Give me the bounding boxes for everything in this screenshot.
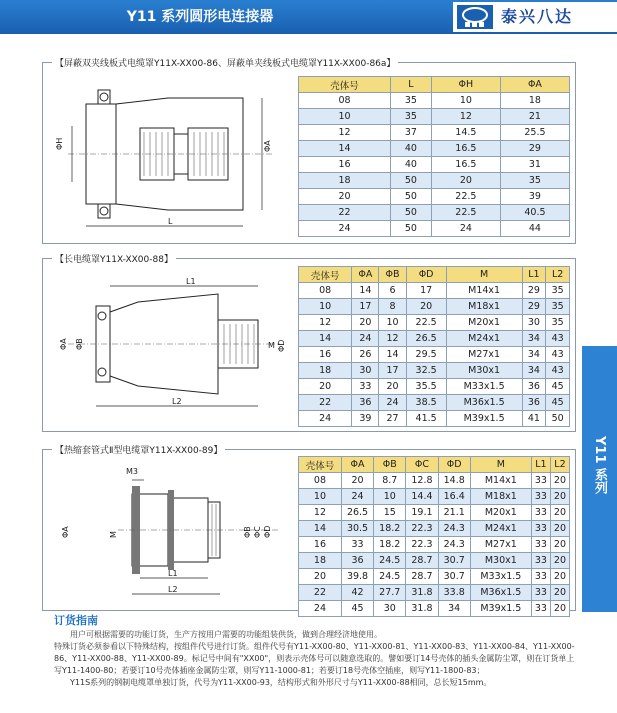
table-cell: 20 bbox=[550, 521, 569, 537]
table-cell: 50 bbox=[546, 411, 570, 427]
table-cell: 28.7 bbox=[406, 553, 438, 569]
table-cell: 37 bbox=[391, 125, 432, 141]
table-cell: 43 bbox=[546, 347, 570, 363]
table-header-cell: ΦA bbox=[341, 457, 373, 473]
table-cell: 27 bbox=[379, 411, 406, 427]
table-header-cell: 壳体号 bbox=[299, 457, 342, 473]
shell-size-cell: 10 bbox=[299, 489, 342, 505]
page-title: Y11 系列圆形电连接器 bbox=[126, 9, 274, 25]
table-cell: 27.7 bbox=[374, 585, 406, 601]
shell-size-cell: 08 bbox=[299, 473, 342, 489]
table-cell: 14 bbox=[352, 283, 379, 299]
dim-M3: M3 bbox=[126, 467, 138, 476]
table-cell: M39x1.5 bbox=[446, 411, 522, 427]
table-cell: 14.8 bbox=[438, 473, 470, 489]
table-row bbox=[299, 505, 570, 521]
shell-size-cell: 22 bbox=[299, 585, 342, 601]
table-cell: 31.8 bbox=[406, 585, 438, 601]
table-cell: 40 bbox=[391, 141, 432, 157]
table-cell: 35 bbox=[391, 93, 432, 109]
table-row bbox=[299, 489, 570, 505]
ordering-paragraph: 特殊订货必须参看以下特殊结构，按组件代号进行订货。组件代号有Y11-XX00-80、Y11-XX00-81、Y11-XX00-83、Y11-XX00-84、Y11-XX00-86、Y11-XX00-88、Y11-XX00-89。标记号中间有"XX00"，则表示壳体号可以随意选取的。譬如要订14号壳体的插头金属防尘罩，则在订货单上写Y11-1400-80；若要订10号壳体插座金属防尘罩，则写Y11-1000-81；若要订18号壳体空插座，则写Y11-1800-83； bbox=[54, 642, 575, 675]
table-cell: 17 bbox=[379, 363, 406, 379]
table-cell: 33 bbox=[531, 585, 550, 601]
table-cell: 15 bbox=[374, 505, 406, 521]
dim-L2: L2 bbox=[172, 397, 182, 406]
dim-L2: L2 bbox=[168, 585, 178, 594]
table-cell: M24x1 bbox=[446, 331, 522, 347]
table-cell: M14x1 bbox=[470, 473, 531, 489]
shell-size-cell: 18 bbox=[299, 363, 352, 379]
table-header-cell: L bbox=[391, 77, 432, 93]
table-cell: 8.7 bbox=[374, 473, 406, 489]
table-cell: 33 bbox=[531, 553, 550, 569]
table-cell: 33.8 bbox=[438, 585, 470, 601]
table-cell: 20 bbox=[550, 537, 569, 553]
table-row bbox=[299, 395, 570, 411]
table-cell: 45 bbox=[546, 379, 570, 395]
table-cell: 26.5 bbox=[406, 331, 446, 347]
table-cell: 33 bbox=[531, 521, 550, 537]
table-cell: 26.5 bbox=[341, 505, 373, 521]
table-cell: M36x1.5 bbox=[470, 585, 531, 601]
table-cell: M39x1.5 bbox=[470, 601, 531, 617]
table-cell: 14 bbox=[379, 347, 406, 363]
table-cell: 20 bbox=[550, 569, 569, 585]
dim-phiA: ΦA bbox=[263, 140, 272, 152]
dim-phiD: ΦD bbox=[263, 525, 272, 538]
table-header-cell: ΦB bbox=[379, 267, 406, 283]
table-cell: 20 bbox=[352, 315, 379, 331]
table-cell: 41 bbox=[522, 411, 546, 427]
table-cell: 36 bbox=[341, 553, 373, 569]
table-cell: 10 bbox=[379, 315, 406, 331]
table-row bbox=[299, 569, 570, 585]
table-header-cell: L1 bbox=[522, 267, 546, 283]
table-cell: 21.1 bbox=[438, 505, 470, 521]
table-cell: 20 bbox=[406, 299, 446, 315]
table-cell: 31.8 bbox=[406, 601, 438, 617]
table-cell: M27x1 bbox=[446, 347, 522, 363]
table-cell: 10 bbox=[374, 489, 406, 505]
dim-phiA: ΦA bbox=[61, 526, 70, 538]
table-cell: 30 bbox=[352, 363, 379, 379]
table-header-cell: ΦD bbox=[406, 267, 446, 283]
table-cell: 50 bbox=[391, 189, 432, 205]
table-cell: 33 bbox=[531, 473, 550, 489]
shell-size-cell: 12 bbox=[299, 315, 352, 331]
shell-size-cell: 18 bbox=[299, 553, 342, 569]
shell-size-cell: 16 bbox=[299, 157, 391, 173]
shell-size-cell: 12 bbox=[299, 125, 391, 141]
table-cell: 43 bbox=[546, 331, 570, 347]
ordering-text bbox=[54, 629, 579, 689]
shell-size-cell: 14 bbox=[299, 141, 391, 157]
table-cell: M18x1 bbox=[470, 489, 531, 505]
table-cell: M30x1 bbox=[446, 363, 522, 379]
table-row bbox=[299, 157, 570, 173]
dim-phiC: ΦC bbox=[253, 526, 262, 538]
table-cell: 24.3 bbox=[438, 521, 470, 537]
table-cell: 39.8 bbox=[341, 569, 373, 585]
table-cell: 30 bbox=[522, 315, 546, 331]
table-cell: 32.5 bbox=[406, 363, 446, 379]
table-cell: 33 bbox=[531, 537, 550, 553]
table-cell: 45 bbox=[546, 395, 570, 411]
dim-M: M bbox=[268, 341, 275, 350]
table-cell: 24.5 bbox=[374, 569, 406, 585]
table-cell: 20 bbox=[550, 601, 569, 617]
table-cell: 20 bbox=[550, 505, 569, 521]
table-cell: 41.5 bbox=[406, 411, 446, 427]
table-cell: 30 bbox=[374, 601, 406, 617]
table-cell: M27x1 bbox=[470, 537, 531, 553]
table-header-cell: L1 bbox=[531, 457, 550, 473]
section3-spec-table bbox=[298, 456, 570, 617]
table-cell: 16.5 bbox=[431, 141, 500, 157]
dim-M: M bbox=[109, 531, 118, 538]
table-cell: 20 bbox=[550, 473, 569, 489]
ordering-paragraph: 用户可根据需要的功能订货，生产方按用户需要的功能组装供货，做到合理经济地使用。 bbox=[70, 630, 382, 639]
table-cell: 36 bbox=[522, 379, 546, 395]
shell-size-cell: 24 bbox=[299, 411, 352, 427]
shell-size-cell: 24 bbox=[299, 601, 342, 617]
table-row bbox=[299, 205, 570, 221]
table-cell: 12 bbox=[431, 109, 500, 125]
table-cell: M33x1.5 bbox=[446, 379, 522, 395]
table-cell: 29 bbox=[522, 283, 546, 299]
table-cell: 35 bbox=[391, 109, 432, 125]
shell-size-cell: 22 bbox=[299, 395, 352, 411]
dim-L1: L1 bbox=[168, 569, 178, 578]
table-header-cell: M bbox=[470, 457, 531, 473]
table-row bbox=[299, 109, 570, 125]
table-cell: 6 bbox=[379, 283, 406, 299]
table-cell: 42 bbox=[341, 585, 373, 601]
table-cell: M36x1.5 bbox=[446, 395, 522, 411]
table-cell: 35 bbox=[546, 315, 570, 331]
dim-phiB: ΦB bbox=[243, 526, 252, 538]
shell-size-cell: 08 bbox=[299, 93, 391, 109]
table-row bbox=[299, 221, 570, 237]
table-cell: 16.4 bbox=[438, 489, 470, 505]
table-cell: 36 bbox=[522, 395, 546, 411]
table-header-cell: ΦB bbox=[374, 457, 406, 473]
table-header-row bbox=[299, 77, 570, 93]
brand-emblem-icon bbox=[457, 5, 493, 29]
section3-drawing bbox=[48, 460, 288, 606]
table-cell: 22.5 bbox=[431, 205, 500, 221]
table-cell: 35 bbox=[500, 173, 569, 189]
table-header-cell: L2 bbox=[550, 457, 569, 473]
table-row bbox=[299, 537, 570, 553]
shell-size-cell: 18 bbox=[299, 173, 391, 189]
table-row bbox=[299, 411, 570, 427]
table-cell: 16.5 bbox=[431, 157, 500, 173]
table-cell: 50 bbox=[391, 205, 432, 221]
table-row bbox=[299, 347, 570, 363]
series-side-tab bbox=[582, 346, 617, 612]
table-row bbox=[299, 585, 570, 601]
table-cell: 34 bbox=[438, 601, 470, 617]
shell-size-cell: 10 bbox=[299, 299, 352, 315]
brand-logo bbox=[453, 2, 617, 32]
table-cell: 28.7 bbox=[406, 569, 438, 585]
table-cell: 36 bbox=[352, 395, 379, 411]
table-cell: 40 bbox=[391, 157, 432, 173]
table-cell: 35.5 bbox=[406, 379, 446, 395]
table-cell: 50 bbox=[391, 221, 432, 237]
section2-drawing bbox=[48, 272, 290, 422]
table-cell: 17 bbox=[352, 299, 379, 315]
shell-size-cell: 16 bbox=[299, 347, 352, 363]
table-row bbox=[299, 601, 570, 617]
section3-label: 【热缩套管式Ⅱ型电缆罩Y11X-XX00-89】 bbox=[52, 443, 225, 456]
table-cell: 25.5 bbox=[500, 125, 569, 141]
table-header-cell: ΦH bbox=[431, 77, 500, 93]
table-cell: 20 bbox=[431, 173, 500, 189]
table-header-row bbox=[299, 457, 570, 473]
table-row bbox=[299, 553, 570, 569]
shell-size-cell: 12 bbox=[299, 505, 342, 521]
series-side-tab-label: Y11 系列 bbox=[592, 436, 607, 495]
table-row bbox=[299, 283, 570, 299]
table-cell: 30.5 bbox=[341, 521, 373, 537]
table-cell: 20 bbox=[379, 379, 406, 395]
table-header-cell: ΦA bbox=[352, 267, 379, 283]
table-row bbox=[299, 331, 570, 347]
ordering-paragraph: Y11S系列的钢制电缆罩单独订货，代号为Y11-XX00-93，结构形式和外形尺寸与Y11-XX00-88相同，总长短15mm。 bbox=[70, 678, 492, 687]
ordering-title: 订货指南 bbox=[54, 614, 98, 627]
table-cell: 18.2 bbox=[374, 521, 406, 537]
table-cell: 10 bbox=[431, 93, 500, 109]
table-row bbox=[299, 125, 570, 141]
shell-size-cell: 14 bbox=[299, 331, 352, 347]
table-cell: 12 bbox=[379, 331, 406, 347]
table-row bbox=[299, 473, 570, 489]
table-header-cell: 壳体号 bbox=[299, 267, 352, 283]
table-cell: 34 bbox=[522, 347, 546, 363]
table-cell: 29 bbox=[500, 141, 569, 157]
table-cell: M20x1 bbox=[446, 315, 522, 331]
table-cell: 33 bbox=[341, 537, 373, 553]
table-cell: 45 bbox=[341, 601, 373, 617]
table-cell: 20 bbox=[550, 553, 569, 569]
table-cell: 18 bbox=[500, 93, 569, 109]
table-row bbox=[299, 363, 570, 379]
table-cell: 29.5 bbox=[406, 347, 446, 363]
section1-label: 【屏蔽双夹线板式电缆罩Y11X-XX00-86、屏蔽单夹线板式电缆罩Y11X-XX00-86a】 bbox=[52, 56, 398, 69]
table-cell: 17 bbox=[406, 283, 446, 299]
table-cell: 22.3 bbox=[406, 521, 438, 537]
section1-spec-table bbox=[298, 76, 570, 237]
table-cell: 14.4 bbox=[406, 489, 438, 505]
table-cell: M24x1 bbox=[470, 521, 531, 537]
table-cell: M14x1 bbox=[446, 283, 522, 299]
table-cell: 14.5 bbox=[431, 125, 500, 141]
section2-spec-table bbox=[298, 266, 570, 427]
dim-phiB: ΦB bbox=[75, 338, 84, 350]
shell-size-cell: 10 bbox=[299, 109, 391, 125]
table-cell: 35 bbox=[546, 299, 570, 315]
table-cell: 24.5 bbox=[374, 553, 406, 569]
shell-size-cell: 20 bbox=[299, 379, 352, 395]
table-cell: 20 bbox=[341, 473, 373, 489]
table-cell: 33 bbox=[531, 489, 550, 505]
table-cell: 22.3 bbox=[406, 537, 438, 553]
table-header-cell: M bbox=[446, 267, 522, 283]
table-row bbox=[299, 521, 570, 537]
table-cell: 31 bbox=[500, 157, 569, 173]
table-header-cell: ΦA bbox=[500, 77, 569, 93]
table-cell: 33 bbox=[531, 505, 550, 521]
shell-size-cell: 20 bbox=[299, 569, 342, 585]
table-cell: 30.7 bbox=[438, 569, 470, 585]
dim-L: L bbox=[168, 217, 173, 226]
shell-size-cell: 24 bbox=[299, 221, 391, 237]
table-cell: 22.5 bbox=[406, 315, 446, 331]
table-cell: 12.8 bbox=[406, 473, 438, 489]
table-cell: 24 bbox=[431, 221, 500, 237]
dim-L1: L1 bbox=[186, 277, 196, 286]
table-cell: 35 bbox=[546, 283, 570, 299]
table-cell: 33 bbox=[352, 379, 379, 395]
table-cell: 24 bbox=[352, 331, 379, 347]
section2-label: 【长电缆罩Y11X-XX00-88】 bbox=[52, 252, 176, 265]
table-row bbox=[299, 379, 570, 395]
shell-size-cell: 14 bbox=[299, 521, 342, 537]
dim-phiA: ΦA bbox=[59, 338, 68, 350]
table-cell: 33 bbox=[531, 569, 550, 585]
table-cell: 18.2 bbox=[374, 537, 406, 553]
table-cell: 26 bbox=[352, 347, 379, 363]
table-cell: M18x1 bbox=[446, 299, 522, 315]
table-cell: M30x1 bbox=[470, 553, 531, 569]
header-bar bbox=[0, 0, 617, 34]
section1-drawing bbox=[48, 74, 288, 240]
table-cell: 39 bbox=[352, 411, 379, 427]
brand-name: 泰兴八达 bbox=[501, 7, 574, 26]
table-cell: 29 bbox=[522, 299, 546, 315]
table-cell: 34 bbox=[522, 331, 546, 347]
table-cell: 33 bbox=[531, 601, 550, 617]
table-cell: 43 bbox=[546, 363, 570, 379]
table-cell: 24 bbox=[341, 489, 373, 505]
table-cell: 38.5 bbox=[406, 395, 446, 411]
table-row bbox=[299, 189, 570, 205]
table-cell: 24.3 bbox=[438, 537, 470, 553]
table-cell: 8 bbox=[379, 299, 406, 315]
table-row bbox=[299, 173, 570, 189]
table-header-cell: L2 bbox=[546, 267, 570, 283]
table-header-cell: ΦC bbox=[406, 457, 438, 473]
dim-phiD: ΦD bbox=[277, 339, 286, 352]
table-row bbox=[299, 315, 570, 331]
shell-size-cell: 16 bbox=[299, 537, 342, 553]
table-cell: 20 bbox=[550, 585, 569, 601]
table-row bbox=[299, 299, 570, 315]
dim-phiH: ΦH bbox=[55, 137, 64, 150]
table-cell: 40.5 bbox=[500, 205, 569, 221]
table-cell: 21 bbox=[500, 109, 569, 125]
table-header-row bbox=[299, 267, 570, 283]
table-cell: M33x1.5 bbox=[470, 569, 531, 585]
shell-size-cell: 22 bbox=[299, 205, 391, 221]
shell-size-cell: 20 bbox=[299, 189, 391, 205]
table-cell: 50 bbox=[391, 173, 432, 189]
table-cell: 24 bbox=[379, 395, 406, 411]
table-cell: 20 bbox=[550, 489, 569, 505]
table-cell: 30.7 bbox=[438, 553, 470, 569]
shell-size-cell: 08 bbox=[299, 283, 352, 299]
table-cell: 39 bbox=[500, 189, 569, 205]
table-row bbox=[299, 141, 570, 157]
table-cell: 22.5 bbox=[431, 189, 500, 205]
table-cell: M20x1 bbox=[470, 505, 531, 521]
table-header-cell: ΦD bbox=[438, 457, 470, 473]
table-cell: 19.1 bbox=[406, 505, 438, 521]
table-header-cell: 壳体号 bbox=[299, 77, 391, 93]
table-row bbox=[299, 93, 570, 109]
table-cell: 34 bbox=[522, 363, 546, 379]
table-cell: 44 bbox=[500, 221, 569, 237]
